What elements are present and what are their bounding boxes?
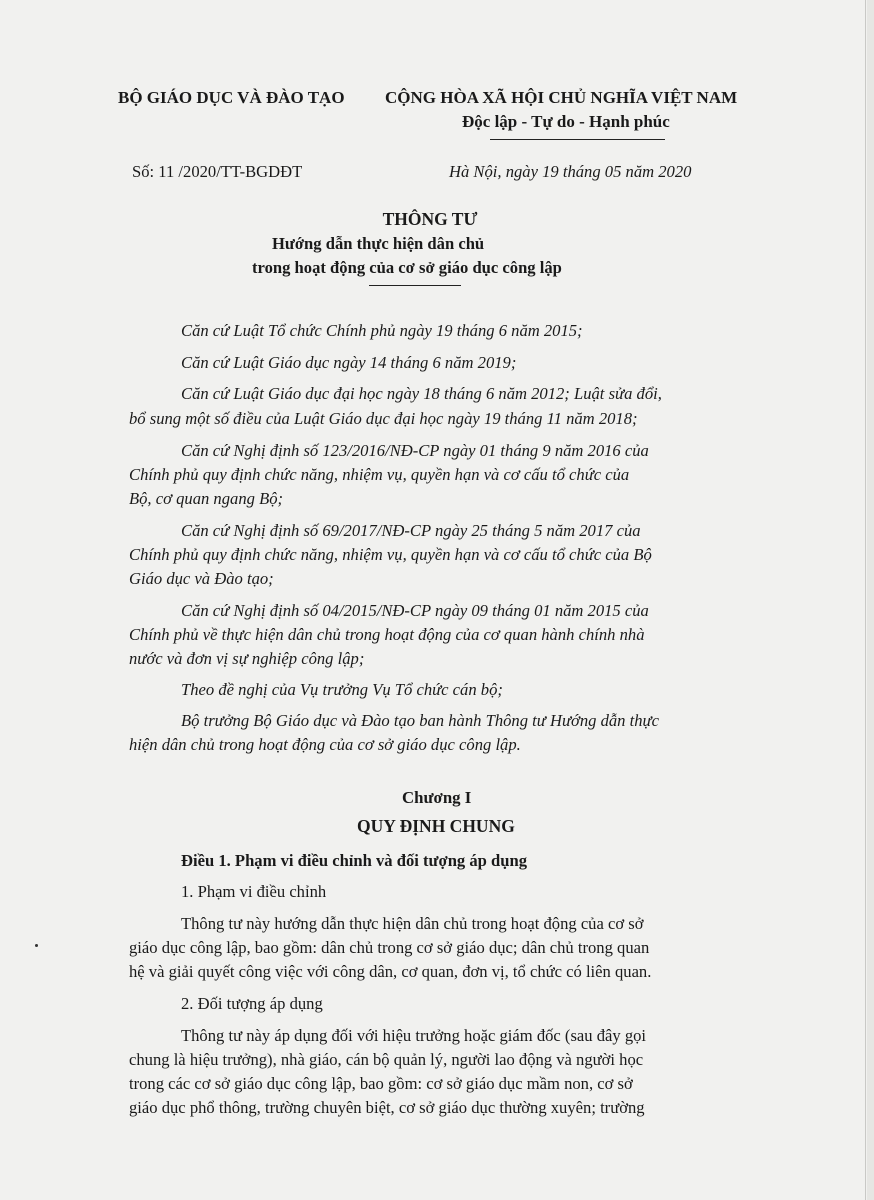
preamble-line: Chính phủ về thực hiện dân chủ trong hoạt động của cơ quan hành chính nhà [129, 625, 645, 644]
preamble-line: Theo đề nghị của Vụ trưởng Vụ Tổ chức cán bộ; [181, 680, 503, 699]
preamble-line: Căn cứ Nghị định số 04/2015/NĐ-CP ngày 09 tháng 01 năm 2015 của [181, 601, 649, 620]
preamble-line: hiện dân chủ trong hoạt động của cơ sở giáo dục công lập. [129, 735, 521, 754]
document-number: Số: 11 /2020/TT-BGDĐT [132, 162, 303, 181]
preamble-line: Căn cứ Luật Tổ chức Chính phủ ngày 19 tháng 6 năm 2015; [181, 321, 583, 340]
preamble-line: Căn cứ Luật Giáo dục ngày 14 tháng 6 năm 2019; [181, 353, 517, 372]
place-date: Hà Nội, ngày 19 tháng 05 năm 2020 [449, 162, 692, 181]
preamble-line: Chính phủ quy định chức năng, nhiệm vụ, quyền hạn và cơ cấu tổ chức của [129, 465, 630, 484]
ministry-name: BỘ GIÁO DỤC VÀ ĐÀO TẠO [118, 88, 345, 107]
article-text-line: giáo dục phổ thông, trường chuyên biệt, cơ sở giáo dục thường xuyên; trường [129, 1098, 645, 1117]
chapter-label: Chương I [402, 788, 472, 807]
preamble-line: Căn cứ Luật Giáo dục đại học ngày 18 tháng 6 năm 2012; Luật sửa đổi, [181, 384, 662, 403]
article-item-label: 2. Đối tượng áp dụng [181, 994, 323, 1013]
document-subtitle-line1: Hướng dẫn thực hiện dân chủ [272, 234, 485, 253]
preamble-line: Giáo dục và Đào tạo; [129, 569, 274, 588]
title-underline [369, 285, 461, 286]
article-item-label: 1. Phạm vi điều chỉnh [181, 882, 327, 901]
scan-edge [867, 0, 874, 1200]
scan-edge-line [865, 0, 866, 1200]
chapter-name: QUY ĐỊNH CHUNG [357, 816, 515, 836]
preamble-line: Căn cứ Nghị định số 69/2017/NĐ-CP ngày 25 tháng 5 năm 2017 của [181, 521, 641, 540]
preamble-line: Căn cứ Nghị định số 123/2016/NĐ-CP ngày 01 tháng 9 năm 2016 của [181, 441, 649, 460]
article-text-line: Thông tư này hướng dẫn thực hiện dân chủ trong hoạt động của cơ sở [181, 914, 644, 933]
preamble-line: bổ sung một số điều của Luật Giáo dục đại học ngày 19 tháng 11 năm 2018; [129, 409, 638, 428]
preamble-line: Bộ, cơ quan ngang Bộ; [129, 489, 284, 508]
article-text-line: hệ và giải quyết công việc với công dân, cơ quan, đơn vị, tổ chức có liên quan. [129, 962, 652, 981]
document-subtitle-line2: trong hoạt động của cơ sở giáo dục công lập [252, 258, 562, 277]
nation-name: CỘNG HÒA XÃ HỘI CHỦ NGHĨA VIỆT NAM [385, 88, 738, 107]
article-heading: Điều 1. Phạm vi điều chỉnh và đối tượng áp dụng [181, 851, 528, 870]
preamble-line: Bộ trưởng Bộ Giáo dục và Đào tạo ban hành Thông tư Hướng dẫn thực [181, 711, 659, 730]
motto-underline [490, 139, 665, 140]
article-text-line: chung là hiệu trưởng), nhà giáo, cán bộ quản lý, người lao động và người học [129, 1050, 644, 1069]
national-motto: Độc lập - Tự do - Hạnh phúc [462, 112, 670, 131]
article-text-line: trong các cơ sở giáo dục công lập, bao gồm: cơ sở giáo dục mầm non, cơ sở [129, 1074, 633, 1093]
article-text-line: Thông tư này áp dụng đối với hiệu trưởng hoặc giám đốc (sau đây gọi [181, 1026, 647, 1045]
preamble-line: nước và đơn vị sự nghiệp công lập; [129, 649, 365, 668]
preamble-line: Chính phủ quy định chức năng, nhiệm vụ, quyền hạn và cơ cấu tổ chức của Bộ [129, 545, 652, 564]
article-text-line: giáo dục công lập, bao gồm: dân chủ trong cơ sở giáo dục; dân chủ trong quan [129, 938, 650, 957]
scan-speck [35, 944, 38, 947]
document-type: THÔNG TƯ [382, 209, 478, 229]
